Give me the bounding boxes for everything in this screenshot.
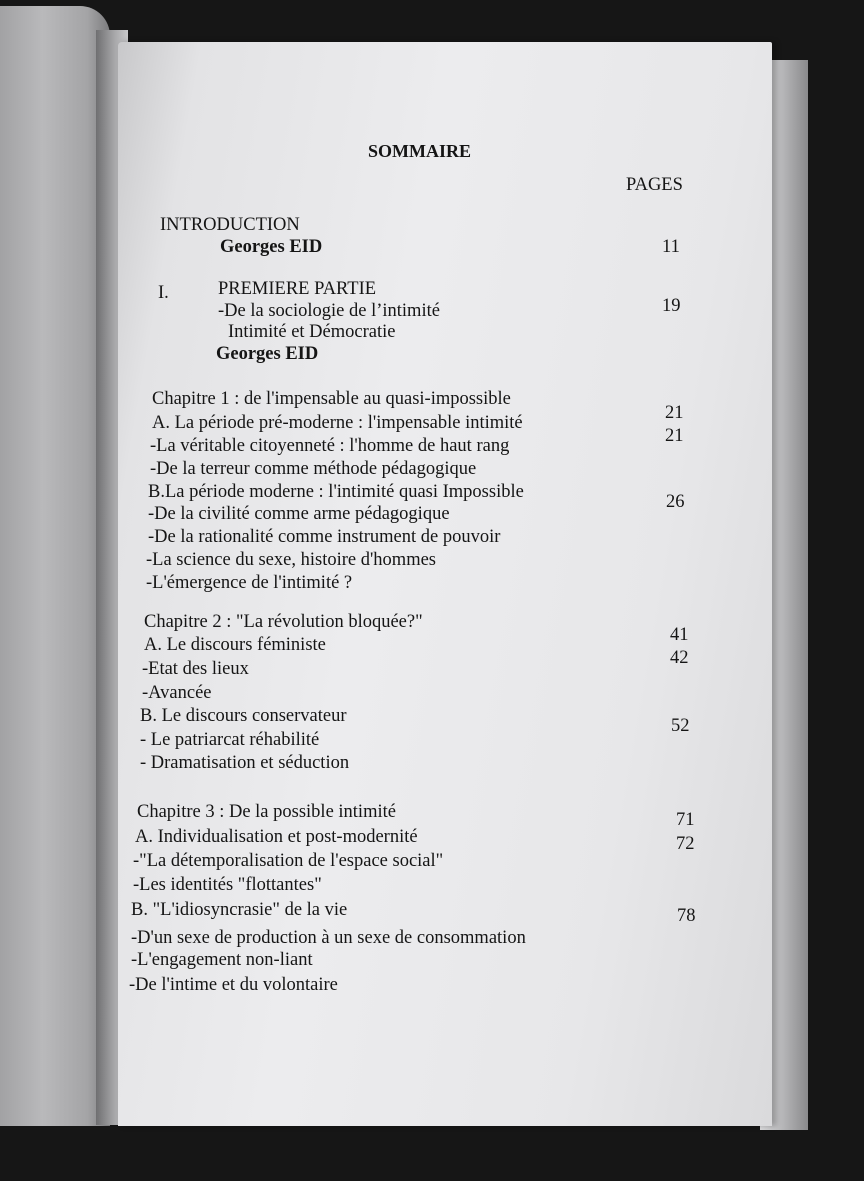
chapter1-line: A. La période pré-moderne : l'impensable intimité [152, 413, 523, 433]
part1-page: 19 [662, 296, 681, 316]
chapter2-line: -Avancée [142, 683, 212, 703]
chapter2-page: 41 [670, 625, 689, 645]
chapter1-title: Chapitre 1 : de l'impensable au quasi-impossible [152, 389, 511, 409]
chapter3-line: -Les identités "flottantes" [133, 875, 322, 895]
chapter3-line: -L'engagement non-liant [131, 950, 313, 970]
chapter2-line: - Dramatisation et séduction [140, 753, 350, 773]
part1-author: Georges EID [216, 344, 319, 364]
chapter3-page: 78 [677, 906, 696, 926]
chapter2-page: 52 [671, 716, 690, 736]
chapter1-line: -La véritable citoyenneté : l'homme de haut rang [150, 436, 510, 456]
chapter1-line: -L'émergence de l'intimité ? [146, 573, 353, 593]
pages-header: PAGES [626, 175, 683, 195]
chapter3-line: -D'un sexe de production à un sexe de consommation [131, 928, 526, 948]
intro-label: INTRODUCTION [160, 215, 300, 235]
part1-subtitle: -De la sociologie de l’intimité [218, 301, 440, 321]
chapter2-line: - Le patriarcat réhabilité [140, 730, 320, 750]
intro-author: Georges EID [220, 237, 323, 257]
intro-page: 11 [662, 237, 680, 257]
chapter3-line: A. Individualisation et post-modernité [135, 827, 418, 847]
chapter2-line: -Etat des lieux [142, 659, 249, 679]
chapter1-line: B.La période moderne : l'intimité quasi Impossible [148, 482, 524, 502]
chapter3-page: 71 [676, 810, 695, 830]
chapter3-line: B. "L'idiosyncrasie" de la vie [131, 900, 348, 920]
chapter3-line: -De l'intime et du volontaire [129, 975, 338, 995]
chapter3-title: Chapitre 3 : De la possible intimité [137, 802, 396, 822]
chapter2-line: B. Le discours conservateur [140, 706, 347, 726]
part1-numeral: I. [158, 283, 169, 303]
toc-title: SOMMAIRE [368, 141, 471, 161]
chapter2-line: A. Le discours féministe [144, 635, 326, 655]
chapter1-line: -La science du sexe, histoire d'hommes [146, 550, 436, 570]
part1-subtitle2: Intimité et Démocratie [228, 322, 396, 342]
chapter1-line: -De la terreur comme méthode pédagogique [150, 459, 477, 479]
part1-label: PREMIERE PARTIE [218, 279, 377, 299]
chapter2-page: 42 [670, 648, 689, 668]
chapter2-title: Chapitre 2 : "La révolution bloquée?" [144, 612, 423, 632]
chapter1-page: 21 [665, 403, 684, 423]
chapter3-line: -"La détemporalisation de l'espace social" [133, 851, 444, 871]
chapter1-line: -De la civilité comme arme pédagogique [148, 504, 450, 524]
chapter1-page: 21 [665, 426, 684, 446]
chapter3-page: 72 [676, 834, 695, 854]
chapter1-line: -De la rationalité comme instrument de pouvoir [148, 527, 501, 547]
chapter1-page: 26 [666, 492, 685, 512]
